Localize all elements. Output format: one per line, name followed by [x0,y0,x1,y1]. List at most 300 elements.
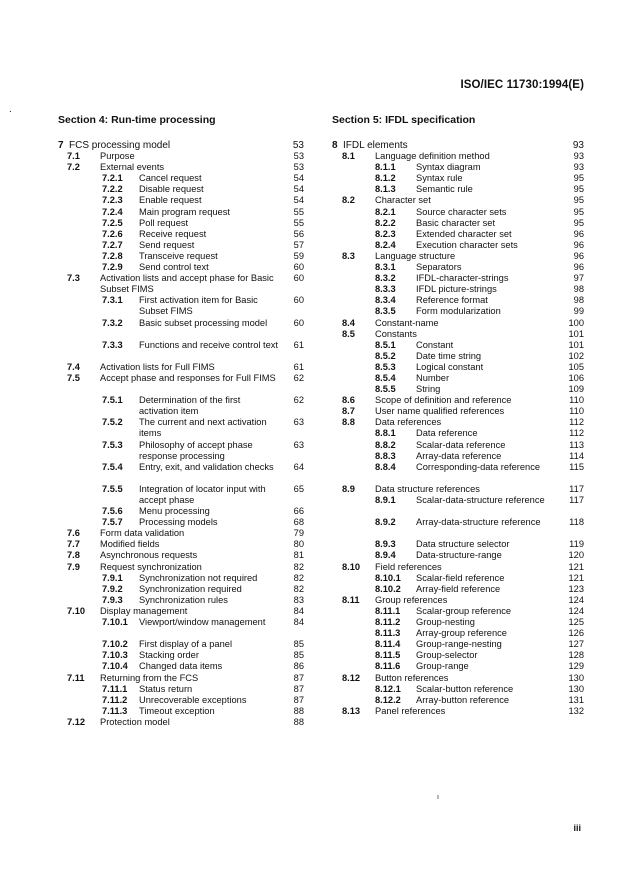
toc-entry-number: 8.2.1 [375,206,396,217]
toc-entry-number: 8.3 [342,250,355,261]
toc-entry-number: 8.8 [342,417,355,428]
toc-entry-title: Scalar-data-structure reference [416,495,545,505]
toc-entry-page: 121 [568,561,584,572]
toc-entry-page: 127 [568,639,584,650]
toc-entry-number: 8.8.3 [375,450,396,461]
toc-entry-number: 7.3.2 [102,317,123,328]
toc-entry [332,451,584,462]
toc-entry [58,717,304,728]
toc-entry-number: 8.8.1 [375,428,396,439]
toc-entry-number: 8.5.4 [375,372,396,383]
toc-entry [332,284,584,295]
toc-entry-page: 82 [293,583,304,594]
toc-entry-number: 7.10 [67,605,86,616]
toc-entry-number: 8.3.1 [375,262,396,273]
toc-entry-title: Entry, exit, and validation checks [139,461,274,472]
toc-entry-page: 82 [293,572,304,583]
toc-entry [332,584,584,595]
toc-entry [58,162,304,173]
toc-entry-title: Unrecoverable exceptions [139,694,247,705]
toc-entry-number: 7.9.1 [102,572,123,583]
toc-entry-title: Corresponding-data reference [416,461,541,472]
toc-entry [58,517,304,528]
toc-entry-title: First display of a panel [139,639,233,650]
toc-entry-title: Purpose [100,151,135,162]
toc-entry-number: 8.5.5 [375,384,396,395]
toc-entry-title: Send request [139,239,195,250]
toc-entry-title: Main program request [139,206,230,217]
standard-number: ISO/IEC 11730:1994(E) [460,79,584,91]
toc-entry-title: Array-button reference [416,694,510,705]
toc-entry-page: 93 [572,140,584,151]
toc-entry-number: 8.12.2 [375,694,401,705]
left-toc-column [58,140,304,728]
toc-entry [332,440,584,451]
toc-entry-number: 7.2.2 [102,184,123,195]
toc-entry [332,706,584,717]
right-toc-column [332,140,584,717]
toc-entry [58,262,304,273]
toc-entry-title: Status return [139,683,193,694]
toc-entry-page: 88 [293,716,304,727]
toc-entry-number: 7.7 [67,539,80,550]
toc-entry-page: 57 [293,239,304,250]
toc-entry [332,384,584,395]
toc-entry-title: Enable request [139,195,202,206]
toc-entry [58,528,304,539]
toc-entry-number: 7.10.2 [102,639,128,650]
toc-entry-title: Basic character set [416,217,496,228]
toc-entry-title: Panel references [375,705,446,716]
toc-entry [332,539,584,550]
toc-entry-title: Scalar-field reference [416,572,505,583]
toc-entry-page: 130 [568,683,584,694]
toc-entry-page: 99 [573,306,584,317]
toc-entry-number: 7.2.3 [102,195,123,206]
toc-entry-title: Menu processing [139,506,210,517]
toc-entry-title: Date time string [416,350,482,361]
toc-entry-title: Scalar-button reference [416,683,514,694]
toc-entry [58,373,304,395]
toc-entry-number: 7.11.3 [102,705,128,716]
toc-entry [332,318,584,329]
toc-entry-title: Separators [416,262,462,273]
toc-entry-title: Semantic rule [416,184,473,195]
toc-entry [58,650,304,661]
toc-entry [332,661,584,672]
toc-entry-title: Integration of locator input with accept phase [139,483,266,505]
toc-entry-page: 54 [293,184,304,195]
toc-entry-page: 60 [293,295,304,306]
toc-entry-number: 8.9.3 [375,539,396,550]
toc-entry [332,373,584,384]
toc-entry-title: Array-group reference [416,628,507,639]
toc-entry [332,617,584,628]
toc-entry-title: Disable request [139,184,204,195]
toc-entry-number: 7.5.6 [102,506,123,517]
toc-entry [58,184,304,195]
toc-entry-page: 115 [569,461,584,472]
toc-entry-number: 7.9.2 [102,583,123,594]
toc-entry-page: 55 [293,206,304,217]
toc-entry-number: 7.12 [67,716,86,727]
toc-entry-page: 97 [573,273,584,284]
toc-entry-page: 53 [293,162,304,173]
toc-entry-title: Timeout exception [139,705,215,716]
toc-entry-number: 7.2.5 [102,217,123,228]
toc-entry-title: Source character sets [416,206,507,217]
toc-entry-page: 117 [569,483,584,494]
toc-entry-page: 95 [573,217,584,228]
toc-entry [58,506,304,517]
toc-entry-page: 130 [568,672,584,683]
toc-entry-page: 102 [568,350,584,361]
toc-entry-title: Form modularization [416,306,501,317]
toc-entry-title: FCS processing model [69,140,171,151]
toc-entry-number: 7.8 [67,550,80,561]
toc-entry-page: 98 [573,284,584,295]
toc-entry [332,695,584,706]
toc-entry-title: Group-nesting [416,617,475,628]
toc-entry-page: 86 [293,661,304,672]
toc-entry-number: 7.5.3 [102,439,123,450]
toc-entry [58,484,304,506]
toc-entry-number: 7.1 [67,151,80,162]
toc-entry [58,207,304,218]
toc-entry-page: 95 [573,206,584,217]
toc-entry-page: 118 [569,517,584,528]
toc-entry [58,362,304,373]
toc-entry-page: 117 [569,495,584,505]
toc-entry-title: Constant-name [375,317,439,328]
toc-entry-page: 112 [569,417,584,428]
toc-entry-number: 8.12 [342,672,361,683]
toc-entry-title: Extended character set [416,228,512,239]
toc-entry-title: Synchronization not required [139,572,258,583]
toc-entry [58,218,304,229]
toc-entry-page: 65 [293,483,304,494]
toc-entry-number: 8.9.2 [375,517,396,528]
toc-entry-page: 119 [569,539,584,550]
toc-entry-number: 8.11.6 [375,661,401,672]
toc-entry-title: String [416,384,441,395]
toc-entry [58,240,304,251]
toc-entry-number: 7.5.4 [102,461,123,472]
toc-entry [332,550,584,561]
toc-entry [58,606,304,617]
toc-entry [58,584,304,595]
toc-entry-title: Reference format [416,295,488,306]
toc-entry-number: 8.3.4 [375,295,396,306]
toc-entry-page: 79 [293,528,304,539]
toc-entry [58,695,304,706]
toc-entry [332,329,584,340]
toc-entry [332,251,584,262]
toc-entry-number: 8.5.1 [375,339,396,350]
toc-entry [58,639,304,650]
toc-entry [58,417,304,439]
toc-entry-number: 7.2.4 [102,206,123,217]
toc-entry-title: Receive request [139,228,207,239]
toc-entry-page: 87 [293,672,304,683]
toc-entry-number: 8.6 [342,395,355,406]
toc-entry-title: Data structure references [375,483,480,494]
toc-entry-title: Activation lists for Full FIMS [100,361,215,372]
toc-entry-number: 7.3 [67,273,80,284]
toc-entry [332,628,584,639]
toc-entry-page: 110 [569,395,584,406]
toc-entry-title: Synchronization required [139,583,242,594]
toc-entry-number: 8.3.5 [375,306,396,317]
toc-entry-number: 8.4 [342,317,355,328]
toc-entry [332,417,584,428]
toc-entry-number: 8.9.4 [375,550,396,561]
toc-entry [332,650,584,661]
toc-entry-number: 8.10.1 [375,572,401,583]
toc-entry-title: Constants [375,328,417,339]
toc-entry-title: External events [100,162,165,173]
toc-entry-number: 8.2.2 [375,217,396,228]
toc-entry-number: 7.5 [67,372,80,383]
toc-entry-number: 7.3.3 [102,339,123,350]
toc-entry-title: IFDL picture-strings [416,284,497,295]
toc-entry-number: 8.11.3 [375,628,401,639]
toc-entry-page: 95 [573,173,584,184]
toc-entry [58,295,304,317]
toc-entry-title: Field references [375,561,442,572]
toc-entry-page: 68 [293,517,304,528]
toc-entry-number: 7.6 [67,528,80,539]
toc-entry-title: Synchronization rules [139,594,228,605]
toc-entry-title: Philosophy of accept phase response processing [139,439,253,461]
toc-entry-title: Scalar-group reference [416,605,512,616]
toc-entry-number: 8.5.3 [375,361,396,372]
toc-entry-page: 60 [293,273,304,284]
toc-entry [332,162,584,173]
toc-entry-number: 7.5.5 [102,483,123,494]
toc-entry-page: 87 [293,683,304,694]
toc-entry-title: Protection model [100,716,170,727]
toc-entry-title: Viewport/window management [139,617,266,628]
toc-entry-number: 7.2.7 [102,239,123,250]
toc-entry [332,673,584,684]
toc-entry-number: 8.3.3 [375,284,396,295]
toc-entry-title: Returning from the FCS [100,672,199,683]
toc-entry-number: 8.9 [342,483,355,494]
toc-entry-number: 7.3.1 [102,295,123,306]
toc-entry [332,306,584,317]
toc-entry-page: 55 [293,217,304,228]
toc-entry-number: 8.10.2 [375,583,401,594]
toc-entry-title: Array-data-structure reference [416,517,541,528]
toc-entry-number: 7.5.1 [102,395,123,406]
toc-entry [332,573,584,584]
toc-entry [332,207,584,218]
toc-entry-page: 124 [568,605,584,616]
toc-entry-title: Constant [416,339,454,350]
toc-entry-title: Execution character sets [416,239,518,250]
toc-entry-number: 7.11.2 [102,694,128,705]
toc-entry [58,140,304,151]
toc-entry-page: 131 [568,694,584,705]
toc-entry-title: Array-field reference [416,583,501,594]
toc-entry-number: 7.2.9 [102,262,123,273]
toc-entry [58,395,304,417]
toc-entry-page: 62 [293,372,304,383]
toc-entry-page: 114 [569,450,584,461]
toc-entry [58,550,304,561]
toc-entry [332,639,584,650]
toc-entry-page: 109 [568,384,584,395]
toc-entry [58,173,304,184]
toc-entry-page: 112 [569,428,584,439]
toc-entry-number: 8.1 [342,151,355,162]
toc-entry-title: Group references [375,594,448,605]
toc-entry-number: 8.8.4 [375,461,396,472]
toc-entry [332,173,584,184]
toc-entry [58,273,304,295]
toc-entry-page: 93 [573,162,584,173]
toc-entry [58,573,304,584]
toc-entry [58,617,304,639]
footer-mark: ı [437,794,439,801]
toc-entry-page: 53 [293,151,304,162]
toc-entry-title: Changed data items [139,661,223,672]
toc-entry-title: IFDL elements [343,140,408,151]
toc-entry-page: 87 [293,694,304,705]
toc-entry-number: 7.11.1 [102,683,128,694]
toc-entry-page: 54 [293,173,304,184]
toc-entry-page: 93 [573,151,584,162]
toc-entry [332,595,584,606]
toc-entry [332,495,584,517]
toc-entry-page: 126 [568,628,584,639]
toc-entry-number: 7.10.3 [102,650,128,661]
toc-entry-page: 63 [293,439,304,450]
toc-entry-page: 83 [293,594,304,605]
toc-entry-title: The current and next activation items [139,417,267,439]
toc-entry-number: 7.9.3 [102,594,123,605]
toc-entry-title: IFDL-character-strings [416,273,509,284]
toc-entry-page: 59 [293,250,304,261]
toc-entry [332,606,584,617]
toc-entry [58,673,304,684]
toc-entry [332,340,584,351]
toc-entry [332,428,584,439]
toc-entry-page: 113 [569,439,584,450]
toc-entry-number: 8.2 [342,195,355,206]
toc-entry-number: 8.11.4 [375,639,401,650]
toc-entry-number: 8.5.2 [375,350,396,361]
toc-entry [332,140,584,151]
toc-entry-page: 60 [293,317,304,328]
toc-entry [332,218,584,229]
toc-entry-title: Modified fields [100,539,160,550]
toc-entry-number: 8.1.1 [375,162,396,173]
toc-entry-page: 80 [293,539,304,550]
toc-entry-title: Data references [375,417,442,428]
right-section-title: Section 5: IFDL specification [332,114,476,126]
toc-entry-title: Logical constant [416,361,484,372]
toc-entry-number: 8.8.2 [375,439,396,450]
toc-entry-number: 8 [332,140,338,151]
toc-entry [58,251,304,262]
toc-entry [332,517,584,539]
toc-entry-page: 98 [573,295,584,306]
toc-entry-number: 8.11.5 [375,650,401,661]
toc-entry-number: 7.10.4 [102,661,128,672]
toc-entry-title: Data reference [416,428,478,439]
toc-entry [332,684,584,695]
toc-entry-number: 7.2.8 [102,250,123,261]
toc-entry-page: 61 [293,339,304,350]
toc-entry [332,262,584,273]
toc-entry-title: Language definition method [375,151,490,162]
toc-entry-page: 63 [293,417,304,428]
toc-entry-number: 8.13 [342,705,361,716]
toc-entry [332,240,584,251]
toc-entry-page: 110 [569,406,584,417]
toc-entry [58,562,304,573]
toc-entry-title: Group-range [416,661,469,672]
toc-entry-number: 8.12.1 [375,683,401,694]
toc-entry [58,340,304,362]
toc-entry [332,295,584,306]
toc-entry-title: Processing models [139,517,218,528]
toc-entry-number: 8.11.1 [375,605,401,616]
toc-entry-title: Button references [375,672,449,683]
toc-entry-number: 7.2 [67,162,80,173]
toc-entry-page: 124 [568,594,584,605]
toc-entry-title: Display management [100,605,188,616]
toc-entry-title: Data structure selector [416,539,510,550]
toc-entry-page: 95 [573,184,584,195]
toc-entry-page: 81 [293,550,304,561]
toc-entry-page: 61 [293,361,304,372]
toc-entry-page: 128 [568,650,584,661]
toc-entry-page: 96 [573,228,584,239]
toc-entry-title: Syntax diagram [416,162,481,173]
toc-entry-page: 96 [573,250,584,261]
toc-entry-page: 66 [293,506,304,517]
page-number: iii [573,823,581,833]
toc-entry [58,661,304,672]
toc-entry [332,184,584,195]
toc-entry-number: 7 [58,140,64,151]
toc-entry-title: User name qualified references [375,406,505,417]
toc-entry-number: 7.5.7 [102,517,123,528]
toc-entry-page: 96 [573,239,584,250]
toc-entry-title: Cancel request [139,173,202,184]
toc-entry-number: 7.9 [67,561,80,572]
toc-entry-page: 120 [568,550,584,561]
toc-entry [332,151,584,162]
toc-entry-title: Asynchronous requests [100,550,198,561]
toc-entry [332,351,584,362]
toc-entry-page: 121 [568,572,584,583]
toc-entry [332,406,584,417]
toc-entry-title: Array-data reference [416,450,502,461]
toc-entry-title: Number [416,372,450,383]
toc-entry-number: 8.11.2 [375,617,401,628]
toc-entry-title: Scope of definition and reference [375,395,512,406]
toc-entry-title: Request synchronization [100,561,202,572]
toc-entry-title: Syntax rule [416,173,463,184]
toc-entry-number: 7.2.1 [102,173,123,184]
toc-entry-number: 8.5 [342,328,355,339]
toc-entry-page: 95 [573,195,584,206]
toc-entry-number: 7.10.1 [102,617,128,628]
